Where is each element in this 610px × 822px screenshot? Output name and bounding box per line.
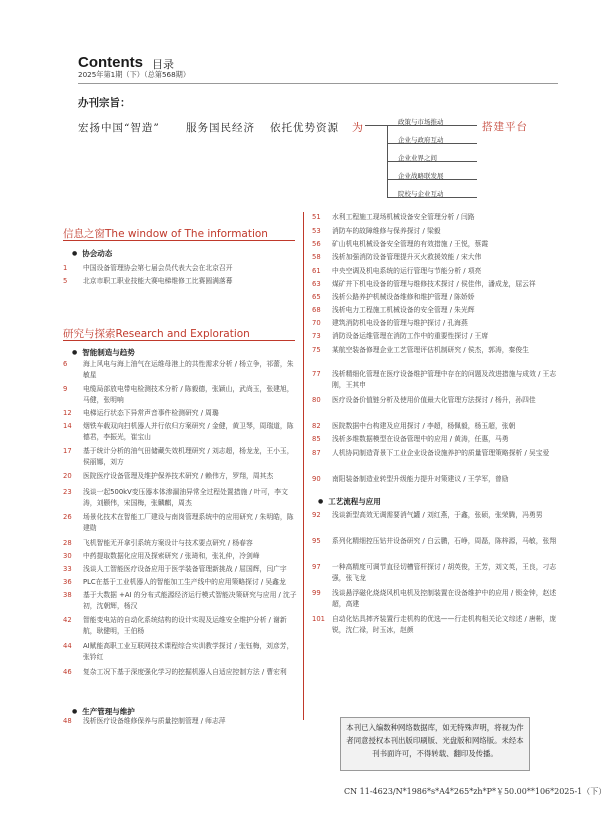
toc-title: 浅谈悬浮磁化烧烧风机电机及控制装置在设备维护中的应用 / 锁金钟，赵述超，高建 (332, 589, 557, 608)
toc-page-number: 26 (63, 513, 72, 521)
toc-title: 浅析精细化管理在医疗设备维护管理中存在的问题及改进措施与成效 / 王志刚，王其申 (332, 370, 557, 389)
toc-title: 矿山机电机械设备安全管理的有效措施 / 王悦，蔡霞 (332, 240, 489, 248)
toc-title: 电缆局部放电带电检测技术分析 / 陈毅德，张颖山，武尚玉，张建旭，马健，张明响 (83, 385, 294, 404)
slogan-1: 宏扬中国“智造” (78, 122, 160, 134)
function-item: 企业与政府互动 (398, 136, 444, 144)
toc-page-number: 80 (312, 396, 321, 404)
toc-title: 煤矿井下机电设备的管理与维修技术探讨 / 侯佳伟，潘成龙，屈云祥 (332, 280, 536, 288)
toc-entry[interactable] (312, 448, 564, 459)
slogan-wei: 为 (352, 121, 363, 134)
column-divider (303, 212, 304, 720)
toc-entry[interactable] (312, 212, 564, 223)
toc-page-number: 44 (63, 642, 72, 650)
section-research-cn: 研究与探索 (63, 328, 116, 340)
toc-page-number: 70 (312, 319, 321, 327)
footer-cn-code: CN 11-4623/N*1986*s*A4*265*zh*P*￥50.00**106*2025-1（下） (344, 787, 607, 796)
toc-title: 某航空装备修理企业工艺管理评估机制研究 / 侯杰，郭涛，秦俊生 (332, 346, 529, 354)
toc-entry[interactable] (63, 590, 299, 612)
toc-title: 消防车的故障维修与保养探讨 / 梁毅 (332, 227, 441, 235)
toc-entry[interactable] (312, 239, 564, 250)
toc-entry[interactable] (312, 279, 564, 290)
toc-title: AI赋能高职工业互联网技术课程综合实训教学探讨 / 张钰梅，刘彦芳，张钤红 (83, 642, 294, 661)
toc-page-number: 58 (312, 253, 321, 261)
toc-entry[interactable] (63, 551, 299, 562)
slogan-3: 依托优势资源 (270, 122, 339, 134)
toc-title: 自动化钻具摔齐装置行走机构的优选——行走机构相关论文综述 / 唐彬，庞锐，沈仁禄，时玉冰，赵颜 (332, 615, 557, 634)
function-item: 政策与市场推动 (398, 118, 444, 126)
toc-title: 浅析多维数据模型在设备管理中的应用 / 黄涛，任惠，马勇 (332, 435, 509, 443)
toc-page-number: 17 (63, 447, 72, 455)
toc-entry[interactable] (312, 292, 564, 303)
subsection-smart: ● 智能制造与趋势 (72, 347, 135, 358)
copyright-notice: 本刊已入编数种网络数据库，如无特殊声明，将视为作者同意授权本刊出版印刷版、光盘版和网络版。未经本刊书面许可，不得转载、翻印及传播。 (340, 717, 530, 771)
toc-title: 浅析加强消防设备管理提升灭火救援效能 / 宋大伟 (332, 253, 482, 261)
toc-page-number: 97 (312, 563, 321, 571)
toc-page-number: 14 (63, 422, 72, 430)
toc-title: 北京市职工职业技能大赛电梯维修工比赛圆满落幕 (83, 277, 233, 285)
toc-page-number: 51 (312, 213, 321, 221)
toc-entry[interactable] (312, 562, 564, 584)
toc-page-number: 99 (312, 589, 321, 597)
toc-entry[interactable] (63, 641, 299, 663)
toc-page-number: 5 (63, 277, 68, 285)
toc-entry[interactable] (63, 408, 299, 419)
toc-title: 浅析电力工程施工机械设备的安全管理 / 朱光辉 (332, 306, 475, 314)
toc-page-number: 85 (312, 435, 321, 443)
toc-page-number: 9 (63, 385, 68, 393)
toc-entry[interactable] (312, 395, 564, 406)
toc-title: PLC在基于工业机器人的智能加工生产线中的应用策略探讨 / 吴鑫龙 (83, 578, 286, 586)
toc-entry[interactable] (63, 564, 299, 575)
toc-page-number: 23 (63, 488, 72, 496)
toc-title: 飞机智能无开拿引系统方案设计与技术要点研究 / 杨春容 (83, 539, 253, 547)
toc-entry[interactable] (63, 384, 299, 406)
toc-title: 基于大数据 +AI 的分布式能源经济运行模式智能决策研究与应用 / 沈子初，沈朝辉，杨汉 (83, 591, 297, 610)
toc-title: 浅析医疗设备维修保养与质量控制管理 / 师志萍 (83, 717, 226, 725)
section-underline (63, 240, 295, 241)
toc-title: 浅析公路养护机械设备维修和维护管理 / 陈娇娇 (332, 293, 475, 301)
section-window-cn: 信息之窗 (63, 228, 105, 240)
toc-title: 建筑消防机电设备的管理与维护探讨 / 孔海燕 (332, 319, 468, 327)
toc-page-number: 53 (312, 227, 321, 235)
toc-entry[interactable] (63, 421, 299, 443)
section-window-heading (63, 226, 268, 241)
slogan-platform: 搭建平台 (482, 121, 528, 133)
function-item: 企业战略联发展 (398, 172, 444, 180)
toc-entry[interactable] (312, 614, 564, 636)
toc-title: 中国设备管理协会第七届会员代表大会在北京召开 (83, 264, 233, 272)
toc-entry[interactable] (312, 305, 564, 316)
toc-page-number: 38 (63, 591, 72, 599)
toc-entry[interactable] (63, 446, 299, 468)
toc-entry[interactable] (63, 716, 299, 727)
toc-page-number: 95 (312, 537, 321, 545)
toc-title: 浅谈新型高效无调需要消气罐 / 刘红燕，于鑫，张硕，张荣腾，冯勇男 (332, 511, 543, 519)
toc-title: 浅谈一起500kV变压器本体渗漏油异常全过程处置措施 / 叶可，李文涛，刘颢伟，宋国梅，张麟麒，周杰 (83, 488, 288, 507)
toc-page-number: 87 (312, 449, 321, 457)
toc-title: 基于统计分析的油气田储藏失效机理研究 / 刘志超，杨龙龙，王小玉，侯丽娜，刘方 (83, 447, 294, 466)
toc-page-number: 48 (63, 717, 72, 725)
toc-title: 医疗设备价值链分析及使用价值最大化管理方法探讨 / 杨升，孙四佳 (332, 396, 536, 404)
toc-page-number: 46 (63, 668, 72, 676)
section-research-heading (63, 326, 250, 341)
toc-entry[interactable] (63, 471, 299, 482)
toc-entry[interactable] (312, 474, 564, 485)
toc-title: 电梯运行状态下异常声音事件检测研究 / 周璐 (83, 409, 219, 417)
toc-title: 一种高精度可调节直径切槽管杆探讨 / 胡英俊，王芳，刘文英，王良，刁志强，张飞龙 (332, 563, 557, 582)
toc-page-number: 65 (312, 293, 321, 301)
toc-page-number: 101 (312, 615, 325, 623)
toc-page-number: 73 (312, 332, 321, 340)
toc-entry[interactable] (63, 487, 299, 509)
subsection-production: ● 生产管理与维护 (72, 706, 135, 717)
toc-entry[interactable] (312, 345, 564, 356)
section-underline (63, 340, 295, 341)
toc-title: 南阳装备制造业转型升级能力提升对策建议 / 王学军，曾励 (332, 475, 509, 483)
toc-page-number: 12 (63, 409, 72, 417)
toc-page-number: 61 (312, 267, 321, 275)
contents-title: Contents (78, 54, 143, 71)
toc-page-number: 82 (312, 422, 321, 430)
toc-entry[interactable] (312, 421, 564, 432)
subsection-process: ● 工艺流程与应用 (318, 496, 381, 507)
toc-entry[interactable] (63, 512, 299, 534)
function-item: 企业业界之间 (398, 154, 437, 162)
function-item: 院校与企业互动 (398, 190, 444, 198)
toc-entry[interactable] (63, 538, 299, 549)
toc-page-number: 63 (312, 280, 321, 288)
toc-title: 海上风电与海上油气在运维母港上的共性需求分析 / 杨立争，祁蕾，朱敏星 (83, 360, 294, 379)
toc-entry[interactable] (312, 318, 564, 329)
toc-title: 中药提取数据化应用及探索研究 / 张琦和，张礼仲，冷剑峰 (83, 552, 260, 560)
header-divider (78, 83, 558, 84)
toc-page-number: 1 (63, 264, 68, 272)
toc-entry[interactable] (63, 359, 299, 381)
toc-entry[interactable] (312, 510, 564, 521)
toc-entry[interactable] (312, 266, 564, 277)
toc-entry[interactable] (63, 577, 299, 588)
toc-entry[interactable] (312, 434, 564, 445)
toc-page-number: 90 (312, 475, 321, 483)
toc-title: 中央空调及机电系统的运行管理与节能分析 / 项亮 (332, 267, 482, 275)
toc-page-number: 33 (63, 565, 72, 573)
slogan-2: 服务国民经济 (186, 122, 255, 134)
toc-page-number: 28 (63, 539, 72, 547)
contents-title-cn: 目录 (152, 58, 174, 71)
toc-page-number: 75 (312, 346, 321, 354)
issue-info: 2025年第1期（下）（总第568期） (78, 70, 191, 79)
toc-entry[interactable] (312, 252, 564, 263)
toc-entry[interactable] (63, 276, 299, 287)
toc-page-number: 42 (63, 616, 72, 624)
toc-title: 医院数据中台构建及应用探讨 / 李超，杨佩毅，杨玉超，张朝 (332, 422, 516, 430)
toc-title: 人机协同制造背景下工业企业设备设施养护的质量管理策略探析 / 吴宝爱 (332, 449, 550, 457)
toc-title: 系列化精细控压钻井设备研究 / 白云鹏，石峥，周磊，陈梓源，马敏，张翔 (332, 537, 557, 545)
toc-page-number: 36 (63, 578, 72, 586)
toc-page-number: 56 (312, 240, 321, 248)
toc-title: 消防设备运维管理在消防工作中的重要性探讨 / 王席 (332, 332, 489, 340)
toc-entry[interactable] (312, 588, 564, 610)
toc-entry[interactable] (63, 667, 299, 678)
toc-entry[interactable] (312, 536, 564, 547)
section-research-en: Research and Exploration (115, 328, 250, 340)
toc-page-number: 68 (312, 306, 321, 314)
toc-entry[interactable] (63, 615, 299, 637)
toc-title: 烟铁车载双向扫机器人并行依归方案研究 / 金健，黄卫琴，周瑞道，陈德君，李振光，崔宝山 (83, 422, 294, 441)
toc-entry[interactable] (63, 263, 299, 274)
toc-page-number: 92 (312, 511, 321, 519)
toc-title: 浅谈人工智能医疗设备应用于医学装备管理新挑战 / 屈国辉，闫广宇 (83, 565, 287, 573)
subsection-assoc: ● 协会动态 (72, 248, 112, 259)
toc-title: 智能变电站的自动化系统结构的设计实现及运维安全维护分析 / 谢新航，耿健明，王伯杨 (83, 616, 287, 635)
toc-entry[interactable] (312, 369, 564, 391)
toc-title: 复杂工况下基于深度强化学习的挖掘机器人自适应控制方法 / 曹宏利 (83, 668, 287, 676)
toc-title: 场景化技术在智能工厂建设与南岗管理系统中的应用研究 / 朱明皓，陈建勋 (83, 513, 294, 532)
toc-entry[interactable] (312, 226, 564, 237)
toc-title: 医院医疗设备管理及维护保养技术研究 / 赖伟方，罗翔，周其杰 (83, 472, 274, 480)
toc-entry[interactable] (312, 331, 564, 342)
toc-page-number: 6 (63, 360, 68, 368)
tree-connector (365, 125, 387, 126)
section-window-en: The window of The information (105, 228, 268, 240)
toc-title: 水利工程施工现场机械设备安全管理分析 / 闫路 (332, 213, 475, 221)
toc-page-number: 30 (63, 552, 72, 560)
toc-page-number: 20 (63, 472, 72, 480)
aim-label: 办刊宗旨： (78, 97, 131, 109)
toc-page-number: 77 (312, 370, 321, 378)
